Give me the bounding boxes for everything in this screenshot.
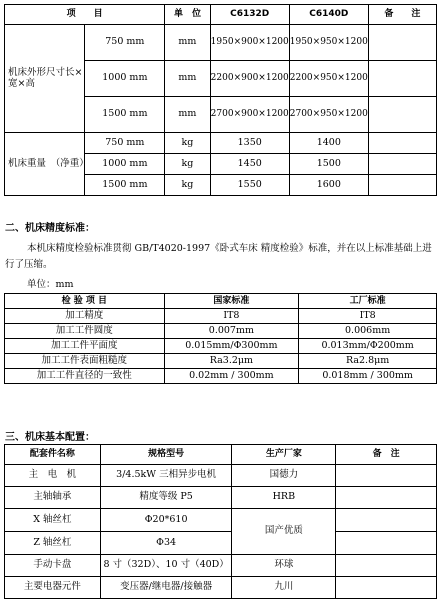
c6140d-cell: 1950×950×1200 [289,25,368,61]
header-c6132d: C6132D [210,5,289,25]
maker-cell: 环球 [232,555,336,577]
national-cell: IT8 [164,309,299,324]
unit-line: 单位：mm [27,279,74,290]
remark-cell [368,133,436,154]
header-unit: 单 位 [165,5,210,25]
c6132d-cell: 2200×900×1200 [210,61,289,97]
length-cell: 1000 mm [85,154,165,175]
remark-cell [368,25,436,61]
spec-cell: 精度等级 P5 [100,487,232,509]
length-cell: 1500 mm [85,97,165,133]
maker-cell: 国德力 [232,465,336,487]
spec-table [4,4,437,196]
remark-cell [336,509,437,532]
c6132d-cell: 1350 [210,133,289,154]
table-row [5,369,437,384]
national-cell: Ra3.2μm [164,354,299,369]
remark-cell [368,97,436,133]
spec-cell: Φ34 [100,532,232,555]
config-header-row [5,445,437,465]
part-name-cell: 手动卡盘 [5,555,101,577]
spec-header-row [5,5,437,25]
table-row [5,509,437,532]
header-remarks: 备 注 [336,445,437,465]
remark-cell [336,532,437,555]
header-item: 项 目 [5,5,165,25]
length-cell: 1500 mm [85,175,165,196]
maker-cell: 九川 [232,577,336,599]
header-spec: 规格型号 [100,445,232,465]
spec-cell: 变压器/继电器/接触器 [100,577,232,599]
table-row [5,309,437,324]
weight-label: 机床重量 （净重） [5,133,85,196]
config-table [4,444,437,599]
table-row [5,555,437,577]
section-2-paragraph: 本机床精度检验标准贯彻 GB/T4020-1997《卧式车床 精度检验》标准，并在以上标准基础上进行了压缩。 [5,243,432,270]
header-national-standard: 国家标准 [164,294,299,309]
spec-cell: 3/4.5kW 三相异步电机 [100,465,232,487]
length-cell: 1000 mm [85,61,165,97]
c6140d-cell: 2700×950×1200 [289,97,368,133]
c6140d-cell: 1500 [289,154,368,175]
factory-cell: 0.018mm / 300mm [299,369,437,384]
item-cell: 加工精度 [5,309,165,324]
factory-cell: 0.013mm/Φ200mm [299,339,437,354]
factory-cell: Ra2.8μm [299,354,437,369]
c6132d-cell: 1950×900×1200 [210,25,289,61]
item-cell: 加工工件圆度 [5,324,165,339]
c6140d-cell: 1600 [289,175,368,196]
length-cell: 750 mm [85,25,165,61]
precision-table [4,293,437,384]
c6132d-cell: 1450 [210,154,289,175]
unit-cell: mm [165,61,210,97]
maker-cell: HRB [232,487,336,509]
table-row [5,487,437,509]
table-row [5,354,437,369]
precision-header-row [5,294,437,309]
length-cell: 750 mm [85,133,165,154]
header-c6140d: C6140D [289,5,368,25]
part-name-cell: Z 轴丝杠 [5,532,101,555]
table-row [5,577,437,599]
part-name-cell: 主轴轴承 [5,487,101,509]
part-name-cell: 主要电器元件 [5,577,101,599]
remark-cell [368,175,436,196]
unit-cell: kg [165,154,210,175]
c6132d-cell: 1550 [210,175,289,196]
spec-cell: Φ20*610 [100,509,232,532]
table-row [5,324,437,339]
size-label: 机床外形尺寸长×宽×高 [5,25,85,133]
spec-cell: 8 寸（32D）、10 寸（40D） [100,555,232,577]
national-cell: 0.02mm / 300mm [164,369,299,384]
remark-cell [336,577,437,599]
item-cell: 加工工件平面度 [5,339,165,354]
unit-cell: mm [165,97,210,133]
remark-cell [336,555,437,577]
table-row [5,133,437,154]
item-cell: 加工工件直径的一致性 [5,369,165,384]
factory-cell: IT8 [299,309,437,324]
section-2-title: 二、机床精度标准： [5,223,95,234]
header-inspection-item: 检 验 项 目 [5,294,165,309]
remark-cell [336,487,437,509]
item-cell: 加工工件表面粗糙度 [5,354,165,369]
header-remarks: 备 注 [368,5,436,25]
national-cell: 0.007mm [164,324,299,339]
header-part-name: 配套件名称 [5,445,101,465]
remark-cell [368,154,436,175]
unit-cell: kg [165,175,210,196]
remark-cell [336,465,437,487]
unit-cell: kg [165,133,210,154]
header-factory-standard: 工厂标准 [299,294,437,309]
table-row [5,339,437,354]
table-row [5,25,437,61]
c6140d-cell: 1400 [289,133,368,154]
table-row [5,465,437,487]
maker-cell-merged: 国产优质 [232,509,336,555]
table-row [5,532,437,555]
section-3-title: 三、机床基本配置： [5,432,95,443]
factory-cell: 0.006mm [299,324,437,339]
c6132d-cell: 2700×900×1200 [210,97,289,133]
header-maker: 生产厂家 [232,445,336,465]
part-name-cell: 主 电 机 [5,465,101,487]
remark-cell [368,61,436,97]
national-cell: 0.015mm/Φ300mm [164,339,299,354]
part-name-cell: X 轴丝杠 [5,509,101,532]
c6140d-cell: 2200×950×1200 [289,61,368,97]
unit-cell: mm [165,25,210,61]
